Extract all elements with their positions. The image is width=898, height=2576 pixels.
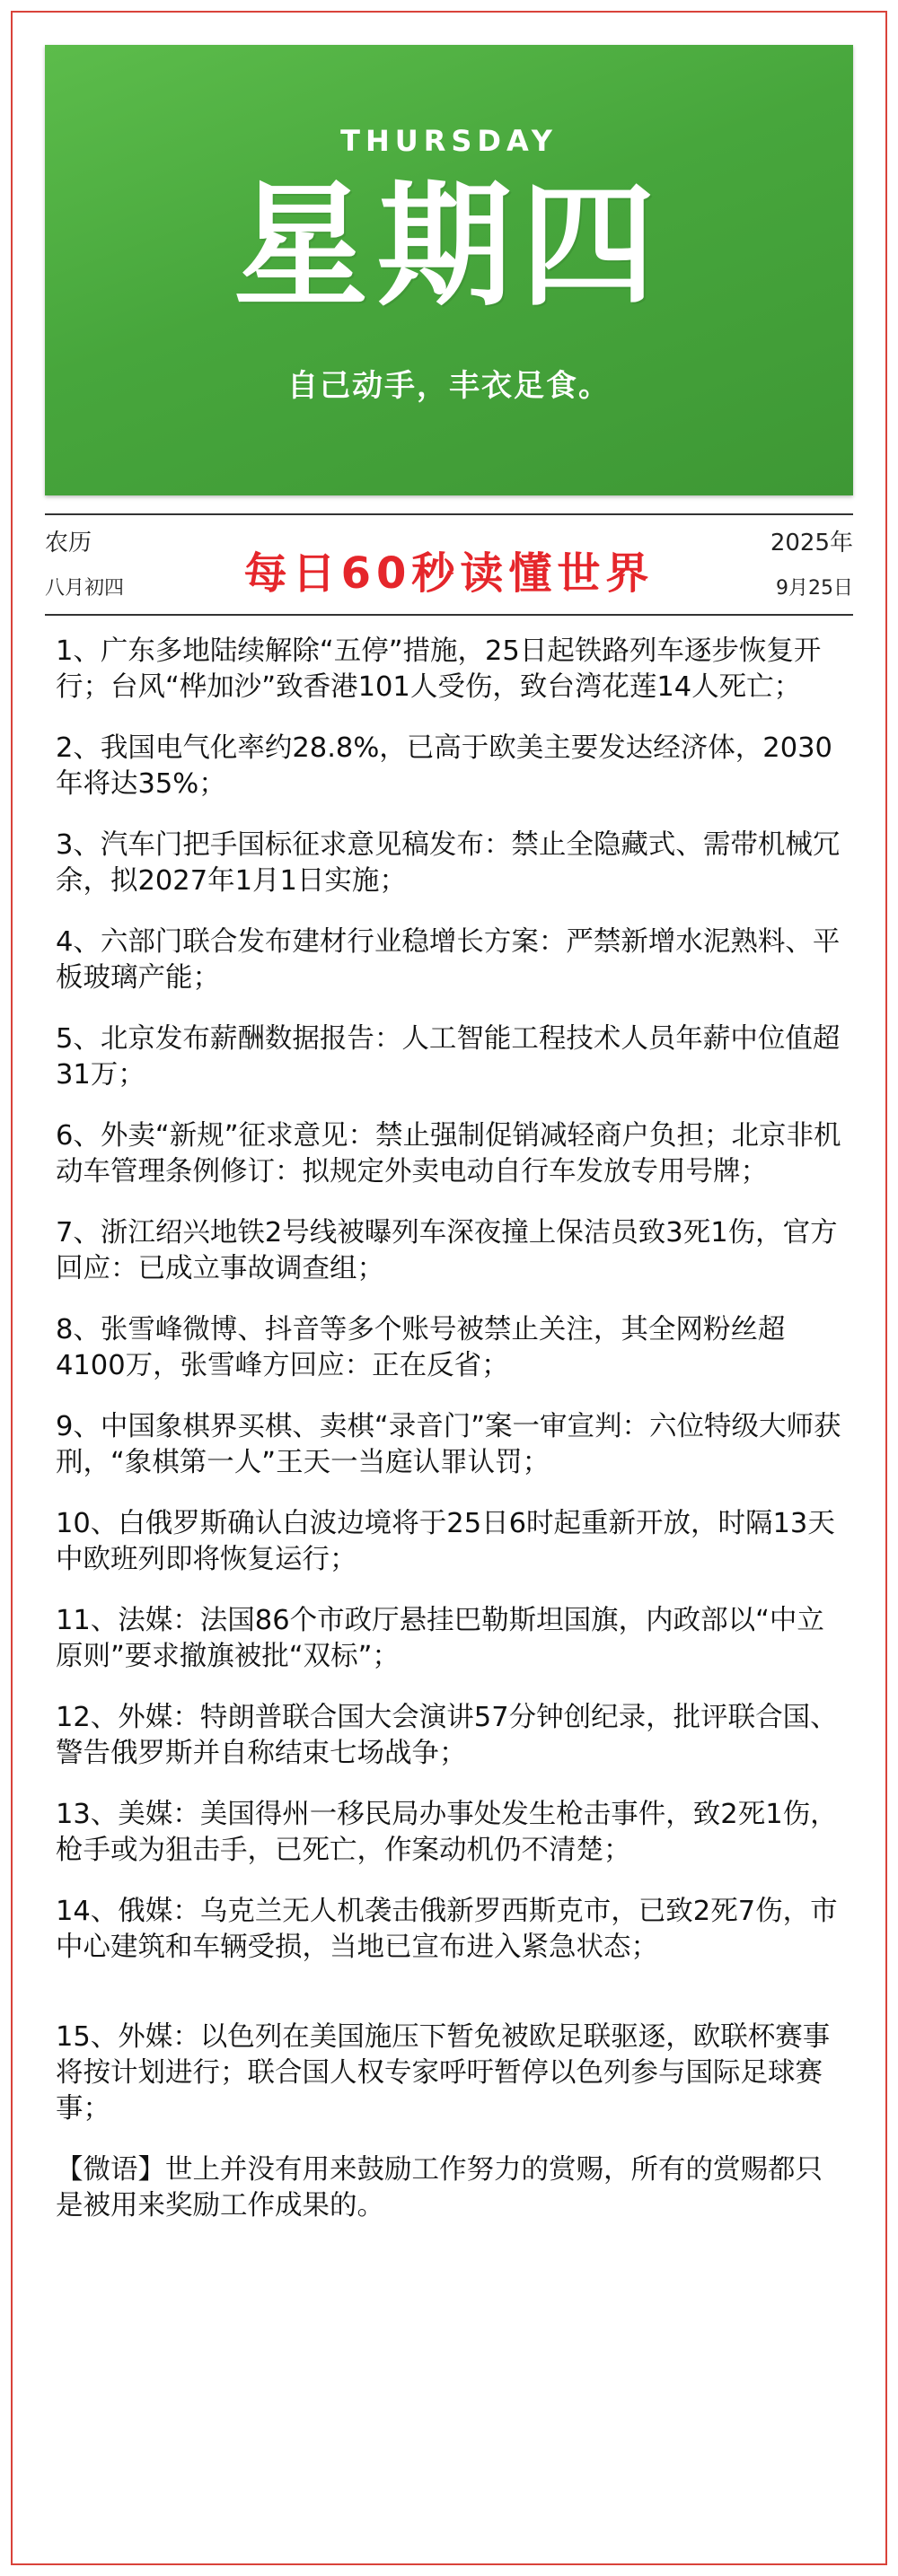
news-item-2: 2、我国电气化率约28.8%，已高于欧美主要发达经济体，2030年将达35%；	[56, 732, 832, 800]
date-label: 9月25日	[776, 577, 853, 600]
daily-slogan: 自己动手，丰衣足食。	[287, 368, 611, 404]
news-item-5: 5、北京发布薪酬数据报告：人工智能工程技术人员年薪中位值超31万；	[56, 1023, 841, 1091]
news-item-12: 12、外媒：特朗普联合国大会演讲57分钟创纪录，批评联合国、警告俄罗斯并自称结束七场战争；	[56, 1702, 838, 1769]
year-label: 2025年	[770, 530, 853, 556]
weekday-chinese: 星期四	[233, 169, 665, 325]
lunar-date: 八月初四	[45, 577, 125, 600]
date-bar	[45, 513, 853, 616]
news-item-13: 13、美媒：美国得州一移民局办事处发生枪击事件，致2死1伤，枪手或为狙击手，已死亡，作案动机仍不清楚；	[56, 1799, 838, 1866]
news-item-14: 14、俄媒：乌克兰无人机袭击俄新罗西斯克市，已致2死7伤，市中心建筑和车辆受损，当地已宣布进入紧急状态；	[56, 1896, 838, 1963]
news-item-11: 11、法媒：法国86个市政厅悬挂巴勒斯坦国旗，内政部以“中立原则”要求撤旗被批“双标”；	[56, 1605, 824, 1672]
news-item-6: 6、外卖“新规”征求意见：禁止强制促销减轻商户负担；北京非机动车管理条例修订：拟规定外卖电动自行车发放专用号牌；	[56, 1120, 841, 1187]
news-item-3: 3、汽车门把手国标征求意见稿发布：禁止全隐藏式、需带机械冗余，拟2027年1月1日实施；	[56, 829, 841, 897]
news-item-9: 9、中国象棋界买棋、卖棋“录音门”案一审宣判：六位特级大师获刑，“象棋第一人”王天一当庭认罪认罚；	[56, 1411, 841, 1478]
weekday-english: THURSDAY	[340, 124, 558, 158]
news-item-7: 7、浙江绍兴地铁2号线被曝列车深夜撞上保洁员致3死1伤，官方回应：已成立事故调查组；	[56, 1217, 838, 1284]
news-item-4: 4、六部门联合发布建材行业稳增长方案：严禁新增水泥熟料、平板玻璃产能；	[56, 926, 841, 994]
news-item-10: 10、白俄罗斯确认白波边境将于25日6时起重新开放，时隔13天中欧班列即将恢复运行；	[56, 1508, 835, 1575]
news-list	[56, 634, 848, 2224]
lunar-label: 农历	[45, 530, 92, 556]
daily-quote: 【微语】世上并没有用来鼓励工作努力的赏赐，所有的赏赐都只是被用来奖励工作成果的。	[56, 2154, 823, 2221]
news-item-8: 8、张雪峰微博、抖音等多个账号被禁止关注，其全网粉丝超4100万，张雪峰方回应：正在反省；	[56, 1314, 786, 1381]
header-banner	[45, 45, 853, 495]
news-item-1: 1、广东多地陆续解除“五停”措施，25日起铁路列车逐步恢复开行；台风“桦加沙”致香港101人受伤，致台湾花莲14人死亡；	[56, 635, 822, 703]
news-item-15: 15、外媒：以色列在美国施压下暂免被欧足联驱逐，欧联杯赛事将按计划进行；联合国人权专家呼吁暂停以色列参与国际足球赛事；	[56, 2021, 831, 2125]
page-title: 每日60秒读懂世界	[243, 548, 655, 599]
